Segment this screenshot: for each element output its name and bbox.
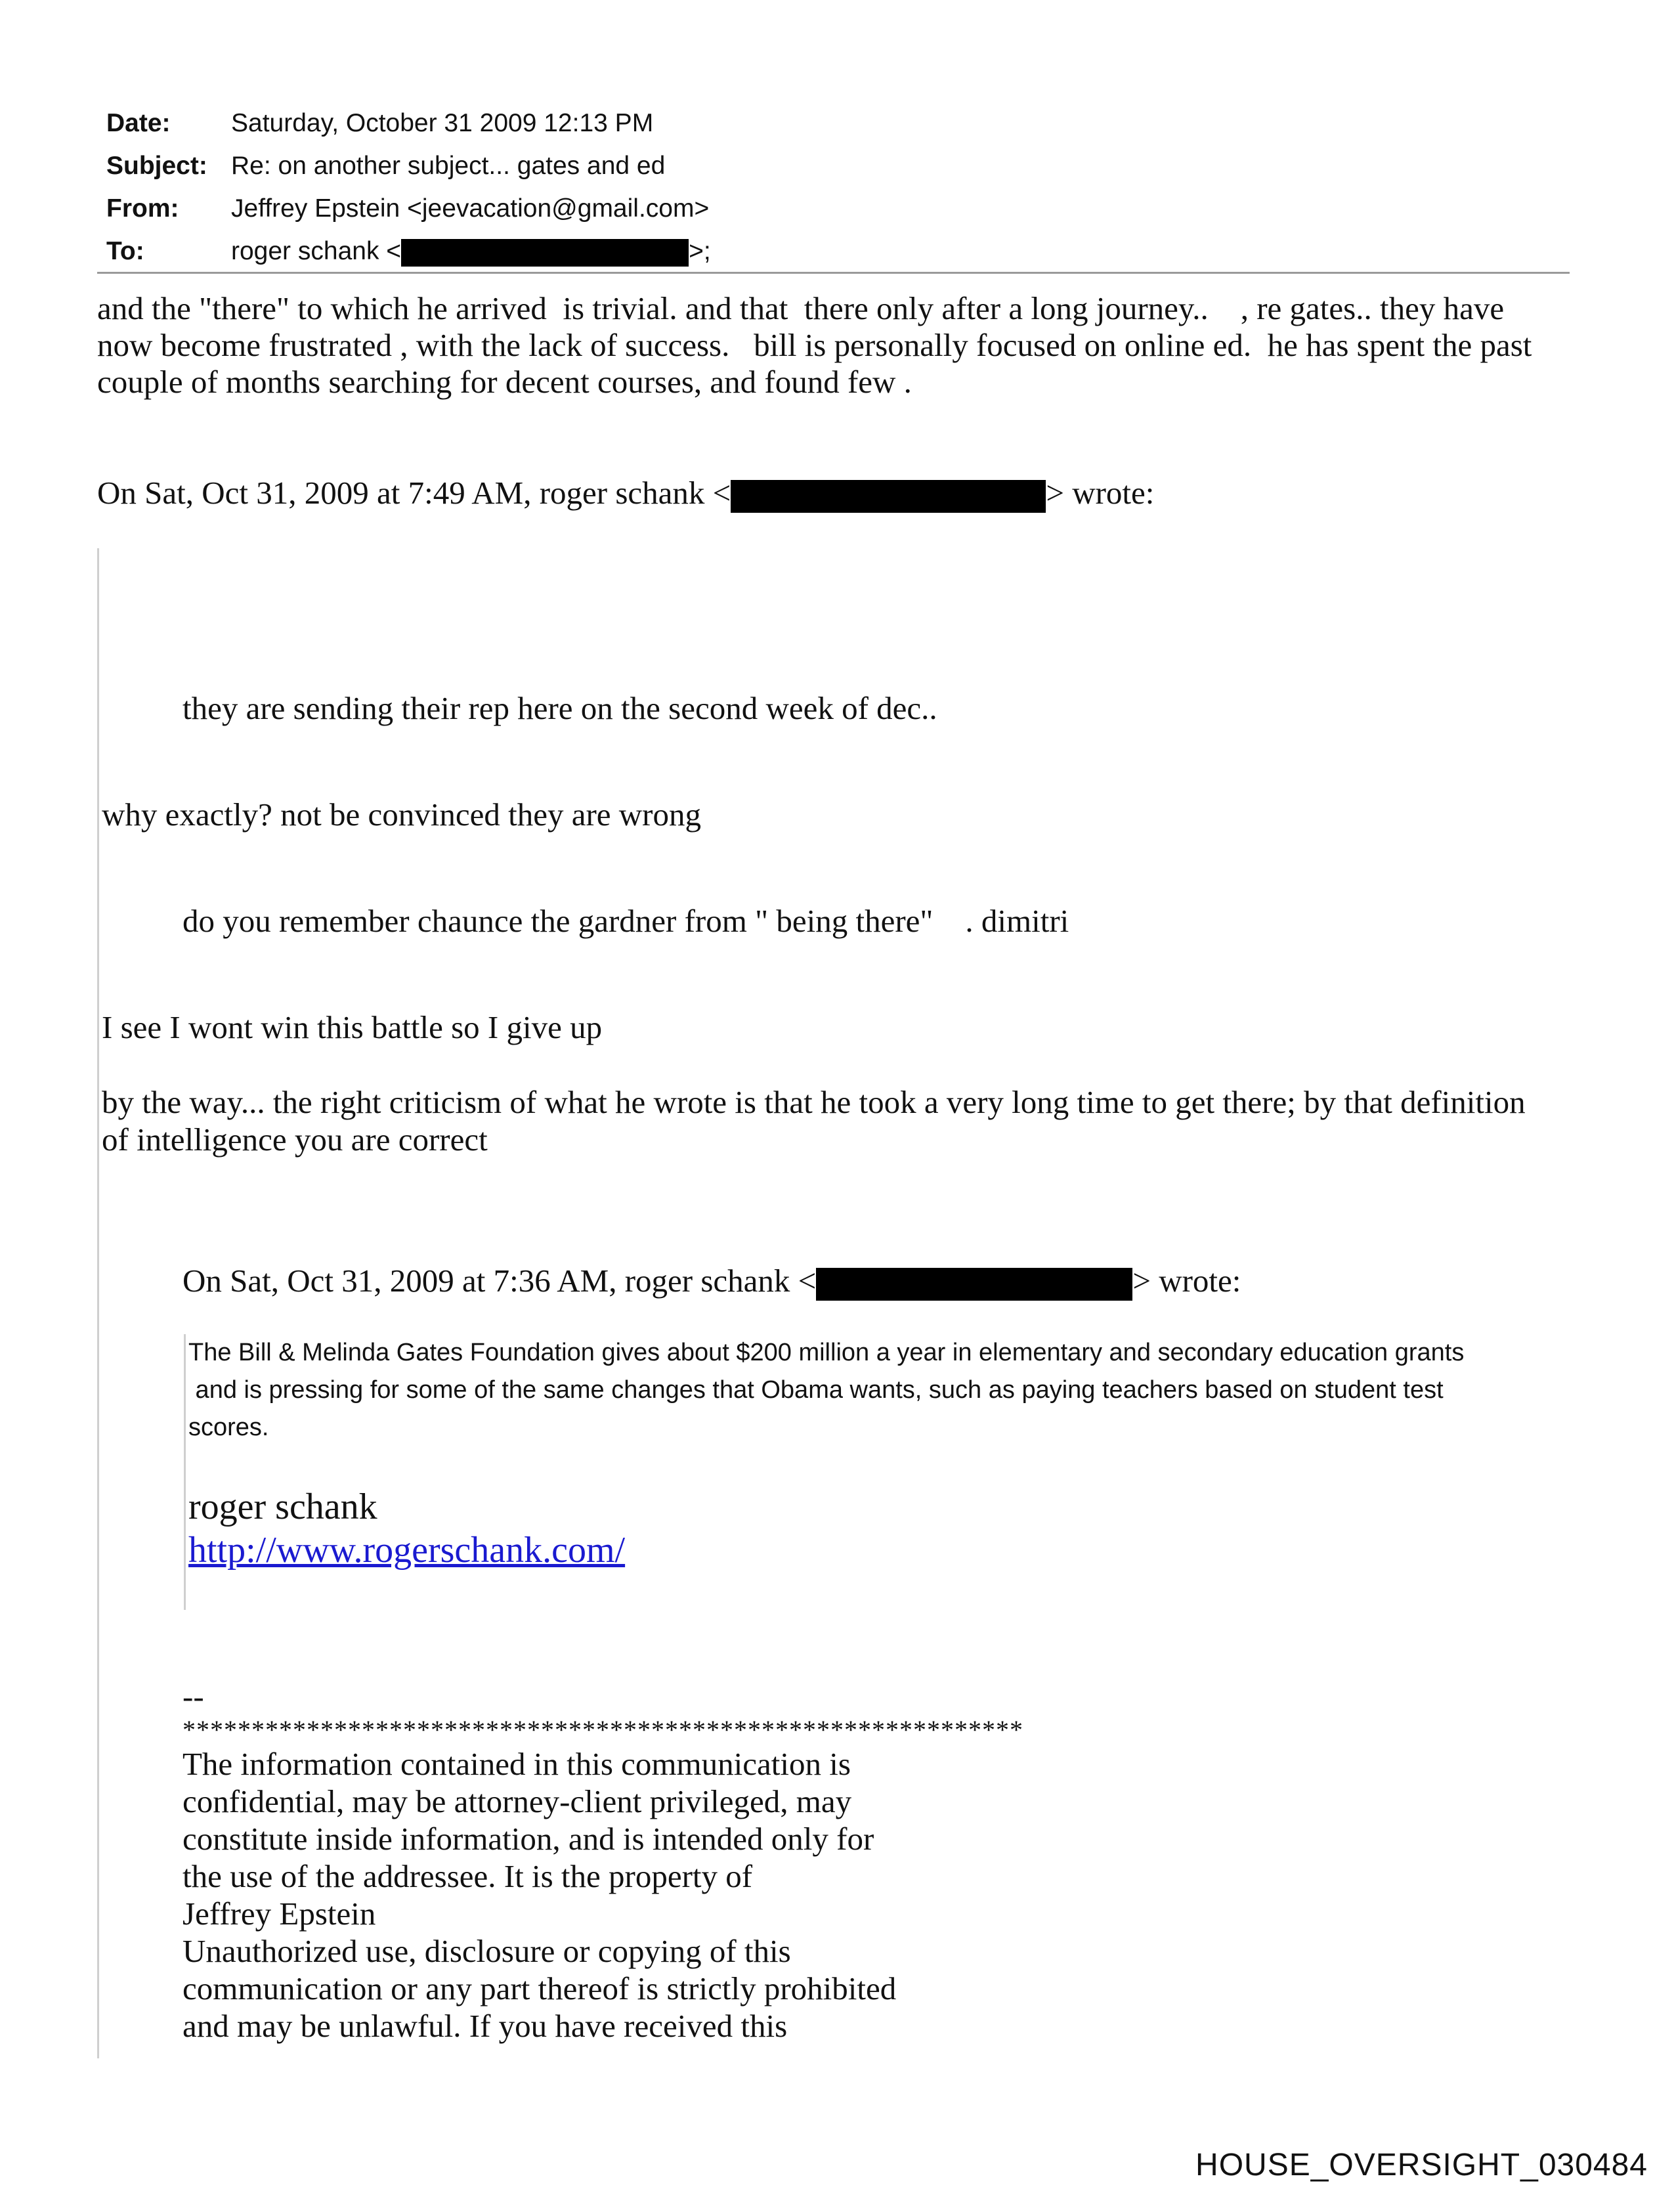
disclaimer-line: The information contained in this communication is (182, 1746, 851, 1782)
disclaimer-line: constitute inside information, and is intended only for (182, 1821, 874, 1857)
subject-label: Subject: (106, 152, 207, 180)
quote2-attribution-prefix: On Sat, Oct 31, 2009 at 7:36 AM, roger schank < (182, 1263, 817, 1299)
date-label: Date: (106, 109, 171, 137)
to-name: roger schank < (231, 237, 402, 265)
body-line: couple of months searching for decent courses, and found few . (97, 364, 912, 400)
quote1-line-rep: they are sending their rep here on the second week of dec.. (182, 690, 937, 726)
to-value (231, 230, 711, 272)
quote1-line-why: why exactly? not be convinced they are wrong (102, 796, 701, 833)
quote2-line: scores. (188, 1414, 269, 1441)
quote1-btw-line: of intelligence you are correct (102, 1121, 488, 1158)
signature-name: roger schank (188, 1486, 377, 1527)
redaction-bar (401, 239, 689, 267)
email-header (106, 102, 1570, 272)
quote1-attribution (97, 474, 1154, 513)
disclaimer-line: and may be unlawful. If you have received this (182, 2008, 788, 2044)
quote1-line-chaunce: do you remember chaunce the gardner from " being there" . dimitri (182, 903, 1069, 939)
disclaimer (182, 1678, 1023, 2045)
disclaimer-line: Unauthorized use, disclosure or copying of this (182, 1933, 791, 1969)
disclaimer-line: the use of the addressee. It is the property of (182, 1858, 753, 1894)
quote2-line: and is pressing for some of the same changes that Obama wants, such as paying teachers based on student test (188, 1376, 1444, 1404)
quote2-bar (184, 1334, 186, 1610)
from-label: From: (106, 194, 179, 223)
quote2-text (188, 1334, 1464, 1446)
disclaimer-line: confidential, may be attorney-client privileged, may (182, 1783, 852, 1819)
quote2-attribution (182, 1262, 1241, 1301)
quote2-signature (188, 1485, 625, 1572)
quote2-line: The Bill & Melinda Gates Foundation gives about $200 million a year in elementary and secondary education grants (188, 1339, 1465, 1366)
quote1-line-btw (102, 1083, 1526, 1158)
body-line: now become frustrated , with the lack of success. bill is personally focused on online ed. he has spent the past (97, 327, 1532, 363)
disclaimer-line: communication or any part thereof is strictly prohibited (182, 1970, 897, 2006)
quote1-btw-line: by the way... the right criticism of what he wrote is that he took a very long time to get there; by that definition (102, 1084, 1526, 1120)
redaction-bar (816, 1268, 1132, 1301)
to-suffix: >; (689, 237, 711, 265)
date-value: Saturday, October 31 2009 12:13 PM (231, 109, 654, 137)
date-row (106, 102, 1570, 144)
quote1-attribution-suffix: > wrote: (1046, 475, 1155, 511)
redaction-bar (731, 480, 1046, 513)
document-id: HOUSE_OVERSIGHT_030484 (1195, 2148, 1648, 2182)
quote1-attribution-prefix: On Sat, Oct 31, 2009 at 7:49 AM, roger schank < (97, 475, 731, 511)
subject-row (106, 144, 1570, 187)
quote2-attribution-suffix: > wrote: (1132, 1263, 1241, 1299)
header-divider (97, 272, 1570, 274)
quote1-bar (97, 548, 99, 2058)
to-label: To: (106, 237, 144, 265)
to-row (106, 230, 1570, 272)
disclaimer-stars: ************************************************************* (182, 1715, 1023, 1745)
body-line: and the "there" to which he arrived is trivial. and that there only after a long journey.. , re gates.. they have (97, 290, 1505, 326)
quote1-line-battle: I see I wont win this battle so I give up (102, 1009, 603, 1045)
from-value: Jeffrey Epstein <jeevacation@gmail.com> (231, 194, 710, 223)
signature-link[interactable]: http://www.rogerschank.com/ (188, 1530, 626, 1571)
body-text (97, 290, 1532, 401)
disclaimer-dashes: -- (182, 1678, 204, 1714)
from-row (106, 187, 1570, 230)
disclaimer-line: Jeffrey Epstein (182, 1896, 376, 1932)
subject-value: Re: on another subject... gates and ed (231, 152, 666, 180)
